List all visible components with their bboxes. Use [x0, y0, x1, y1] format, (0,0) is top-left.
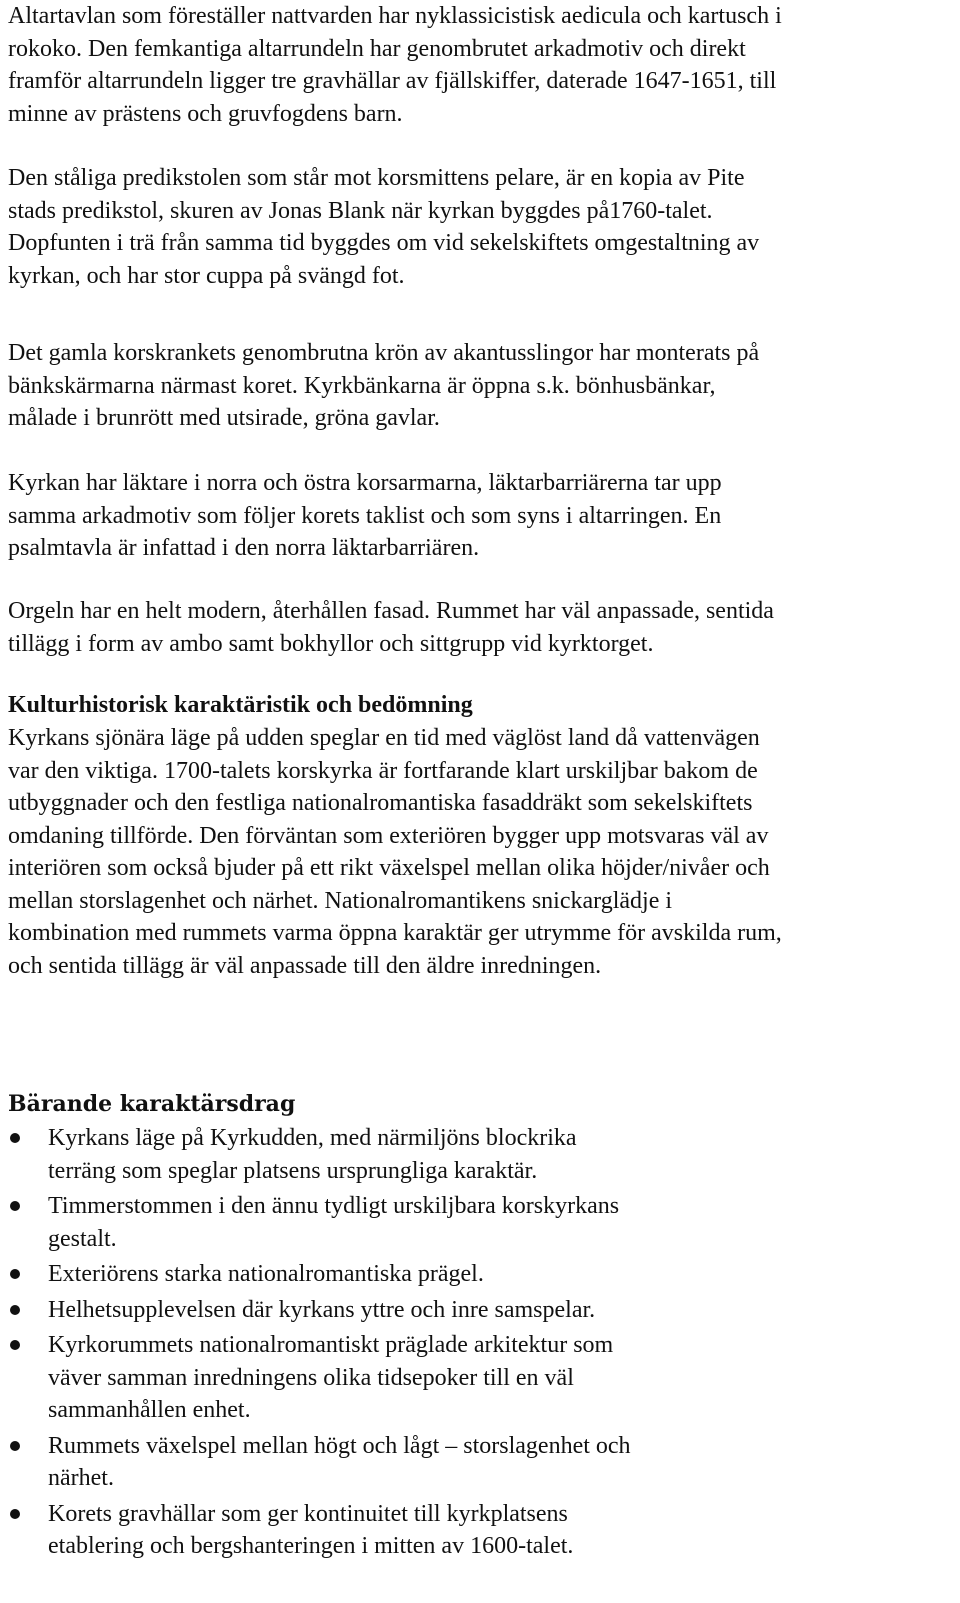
text-line: målade i brunrött med utsirade, gröna gavlar.	[8, 405, 440, 431]
text-line: terräng som speglar platsens ursprungliga karaktär.	[48, 1157, 538, 1184]
bullet-list	[8, 1122, 948, 1566]
paragraph-laktare	[8, 467, 722, 565]
text-line: Altartavlan som föreställer nattvarden har nyklassicistisk aedicula och kartusch i	[8, 3, 782, 29]
bullet-icon	[10, 1340, 20, 1350]
text-line: Kyrkans läge på Kyrkudden, med närmiljöns blockrika	[48, 1125, 577, 1151]
bullet-icon	[10, 1509, 20, 1519]
bullet-icon	[10, 1441, 20, 1451]
text-line: omdaning tillförde. Den förväntan som exteriören bygger upp motsvaras väl av	[8, 822, 769, 849]
text-line: kyrkan, och har stor cuppa på svängd fot.	[8, 262, 405, 289]
paragraph-altartavlan	[8, 0, 782, 130]
section-heading-barande-karaktarsdrag: Bärande karaktärsdrag	[8, 1091, 296, 1117]
text-line: och sentida tillägg är väl anpassade till den äldre inredningen.	[8, 952, 602, 979]
list-item	[8, 1190, 948, 1255]
paragraph-predikstolen	[8, 162, 759, 292]
text-line: bänkskärmarna närmast koret. Kyrkbänkarna är öppna s.k. bönhusbänkar,	[8, 372, 716, 399]
bullet-icon	[10, 1269, 20, 1279]
list-item	[8, 1258, 948, 1291]
text-line: var den viktiga. 1700-talets korskyrka är fortfarande klart urskiljbar bakom de	[8, 757, 758, 784]
text-line: kombination med rummets varma öppna karaktär ger utrymme för avskilda rum,	[8, 920, 782, 946]
text-line: psalmtavla är infattad i den norra läktarbarriären.	[8, 535, 480, 561]
text-line: stads predikstol, skuren av Jonas Blank när kyrkan byggdes på1760-talet.	[8, 197, 713, 224]
paragraph-korskranket	[8, 337, 759, 435]
text-line: Helhetsupplevelsen där kyrkans yttre och inre samspelar.	[48, 1296, 596, 1323]
text-line: Den ståliga predikstolen som står mot korsmittens pelare, är en kopia av Pite	[8, 165, 745, 191]
text-line: sammanhållen enhet.	[48, 1397, 251, 1423]
list-item	[8, 1430, 948, 1495]
text-line: Korets gravhällar som ger kontinuitet till kyrkplatsens	[48, 1500, 568, 1527]
bullet-icon	[10, 1133, 20, 1143]
text-line: Orgeln har en helt modern, återhållen fasad. Rummet har väl anpassade, sentida	[8, 598, 774, 624]
text-line: Kyrkans sjönära läge på udden speglar en tid med väglöst land då vattenvägen	[8, 725, 760, 751]
text-line: tillägg i form av ambo samt bokhyllor och sittgrupp vid kyrktorget.	[8, 630, 654, 657]
text-line: rokoko. Den femkantiga altarrundeln har genombrutet arkadmotiv och direkt	[8, 35, 746, 62]
text-line: Det gamla korskrankets genombrutna krön av akantusslingor har monterats på	[8, 340, 760, 366]
list-item	[8, 1498, 948, 1563]
text-line: interiören som också bjuder på ett rikt växelspel mellan olika höjder/nivåer och	[8, 855, 770, 881]
list-item	[8, 1329, 948, 1427]
list-item	[8, 1294, 948, 1327]
section-heading-kulturhistorisk: Kulturhistorisk karaktäristik och bedömning	[8, 692, 473, 718]
text-line: Kyrkorummets nationalromantiskt präglade arkitektur som	[48, 1332, 614, 1358]
text-line: väver samman inredningens olika tidsepoker till en väl	[48, 1364, 574, 1391]
text-line: Exteriörens starka nationalromantiska prägel.	[48, 1261, 484, 1287]
paragraph-orgeln	[8, 595, 774, 660]
text-line: framför altarrundeln ligger tre gravhällar av fjällskiffer, daterade 1647-1651, till	[8, 68, 777, 94]
text-line: Timmerstommen i den ännu tydligt urskiljbara korskyrkans	[48, 1193, 620, 1219]
bullet-icon	[10, 1305, 20, 1315]
text-line: etablering och bergshanteringen i mitten av 1600-talet.	[48, 1533, 574, 1559]
text-line: Kyrkan har läktare i norra och östra korsarmarna, läktarbarriärerna tar upp	[8, 470, 722, 496]
text-line: närhet.	[48, 1465, 114, 1491]
text-line: mellan storslagenhet och närhet. Nationalromantikens snickarglädje i	[8, 887, 673, 914]
text-line: utbyggnader och den festliga nationalromantiska fasaddräkt som sekelskiftets	[8, 790, 753, 816]
text-line: minne av prästens och gruvfogdens barn.	[8, 100, 403, 127]
paragraph-bedomning	[8, 722, 782, 982]
text-line: Dopfunten i trä från samma tid byggdes om vid sekelskiftets omgestaltning av	[8, 230, 760, 256]
text-line: samma arkadmotiv som följer korets taklist och som syns i altarringen. En	[8, 502, 722, 529]
bullet-icon	[10, 1201, 20, 1211]
list-item	[8, 1122, 948, 1187]
text-line: Rummets växelspel mellan högt och lågt – storslagenhet och	[48, 1432, 631, 1459]
text-line: gestalt.	[48, 1225, 117, 1252]
